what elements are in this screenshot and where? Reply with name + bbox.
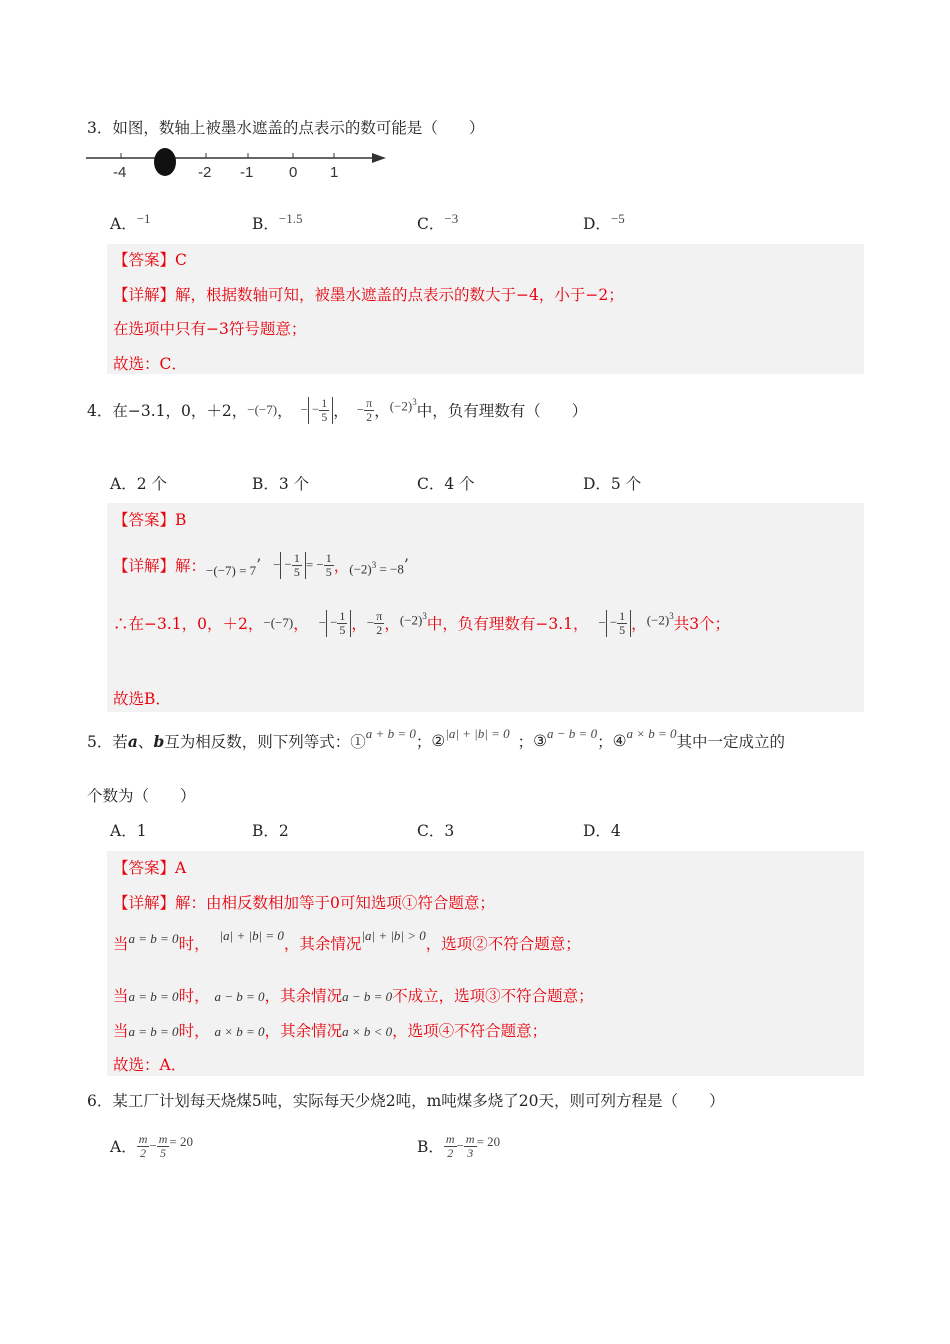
q5-detail-3: 当a = b = 0时， a − b = 0，其余情况a − b = 0不成立，选项③不符合题意； bbox=[113, 987, 594, 1005]
tick-label: 0 bbox=[289, 164, 298, 181]
number-line-arrow bbox=[372, 153, 386, 163]
q3-option-b: B．$^{-1.5}$ bbox=[252, 211, 303, 233]
tick-label: -4 bbox=[113, 164, 127, 181]
q5-stem-line-1: 5．若 a 、 b 互为相反数，则下列等式：① a + b = 0 ； ② |a| + |b| = 0 ； ③ a − b = 0 ； ④ a × b = 0 其中一定成立的 bbox=[87, 726, 786, 751]
ink-blot bbox=[154, 148, 176, 176]
q5-stem-line-2: 个数为（ ） bbox=[87, 787, 196, 805]
q3-option-c: C．$^{-3}$ bbox=[417, 211, 459, 233]
q4-option-b: B．3 个 bbox=[252, 475, 310, 493]
q6-option-b: B． $\frac{m}{2}$ − $\frac{m}{3}$ = 20 bbox=[417, 1131, 501, 1160]
q4-option-c: C．4 个 bbox=[417, 475, 475, 493]
q4-detail-2: ∴在−3.1，0，＋2， −(−7) ， − − $\frac{1}{5}$ ， − $\frac{\pi}{2}$ ， $(-2)^3$ 中，负有理数有−3.1， − − $\frac{1}{5}$ ， $(-2)^3$ 共3个； bbox=[113, 608, 731, 637]
number-line bbox=[86, 145, 391, 185]
q3-option-a: A．$^{-1}$ bbox=[110, 211, 151, 233]
q3-option-d: D．$^{-5}$ bbox=[583, 211, 625, 233]
q5-detail-1: 【详解】解：由相反数相加等于0可知选项①符合题意； bbox=[113, 894, 495, 912]
q3-answer: 【答案】C bbox=[113, 251, 187, 269]
tick-label: -1 bbox=[240, 164, 254, 181]
q5-option-a: A．1 bbox=[110, 822, 147, 840]
q5-answer-box bbox=[107, 851, 864, 1076]
q5-detail-final: 故选：A． bbox=[113, 1056, 187, 1074]
q4-option-a: A．2 个 bbox=[110, 475, 167, 493]
tick-label: -2 bbox=[198, 164, 212, 181]
q3-stem: 3．如图，数轴上被墨水遮盖的点表示的数可能是（ ） bbox=[87, 119, 485, 137]
q3-answer-box bbox=[107, 244, 864, 374]
q4-answer: 【答案】B bbox=[113, 511, 187, 529]
q5-detail-2: 当 a = b = 0 时， |a| + |b| = 0 ，其余情况 |a| + |b| > 0 ，选项②不符合题意； bbox=[113, 928, 581, 953]
q5-option-c: C．3 bbox=[417, 822, 455, 840]
q6-stem: 6．某工厂计划每天烧煤5吨，实际每天少烧2吨，m吨煤多烧了20天，则可列方程是（ ） bbox=[87, 1092, 725, 1110]
q4-detail-final: 故选B． bbox=[113, 690, 171, 708]
q5-answer: 【答案】A bbox=[113, 859, 187, 877]
q3-detail-1: 【详解】解，根据数轴可知，被墨水遮盖的点表示的数大于−4，小于−2； bbox=[113, 286, 624, 304]
tick-label: 1 bbox=[330, 164, 339, 181]
q4-stem: 4．在−3.1，0，＋2， −(−7) ， − − $\frac{1}{5}$ ， − $\frac{\pi}{2}$ ， $(-2)^3$ 中，负有理数有（ ） bbox=[87, 395, 588, 424]
q6-option-a: A． $\frac{m}{2}$ − $\frac{m}{5}$ = 20 bbox=[110, 1131, 193, 1160]
q5-option-b: B．2 bbox=[252, 822, 289, 840]
q5-detail-4: 当a = b = 0时， a × b = 0，其余情况a × b < 0，选项④不符合题意； bbox=[113, 1022, 548, 1040]
q4-detail-1: 【详解】 解： −(−7) = 7 ’ − − $\frac{1}{5}$ = − $\frac{1}{5}$ ， $(-2)^3 = -8$ ’ bbox=[113, 550, 409, 579]
q4-option-d: D．5 个 bbox=[583, 475, 642, 493]
q3-detail-2: 在选项中只有−3符号题意； bbox=[113, 320, 307, 338]
q3-detail-3: 故选：C． bbox=[113, 355, 187, 373]
q5-option-d: D．4 bbox=[583, 822, 621, 840]
q4-answer-box bbox=[107, 503, 864, 712]
